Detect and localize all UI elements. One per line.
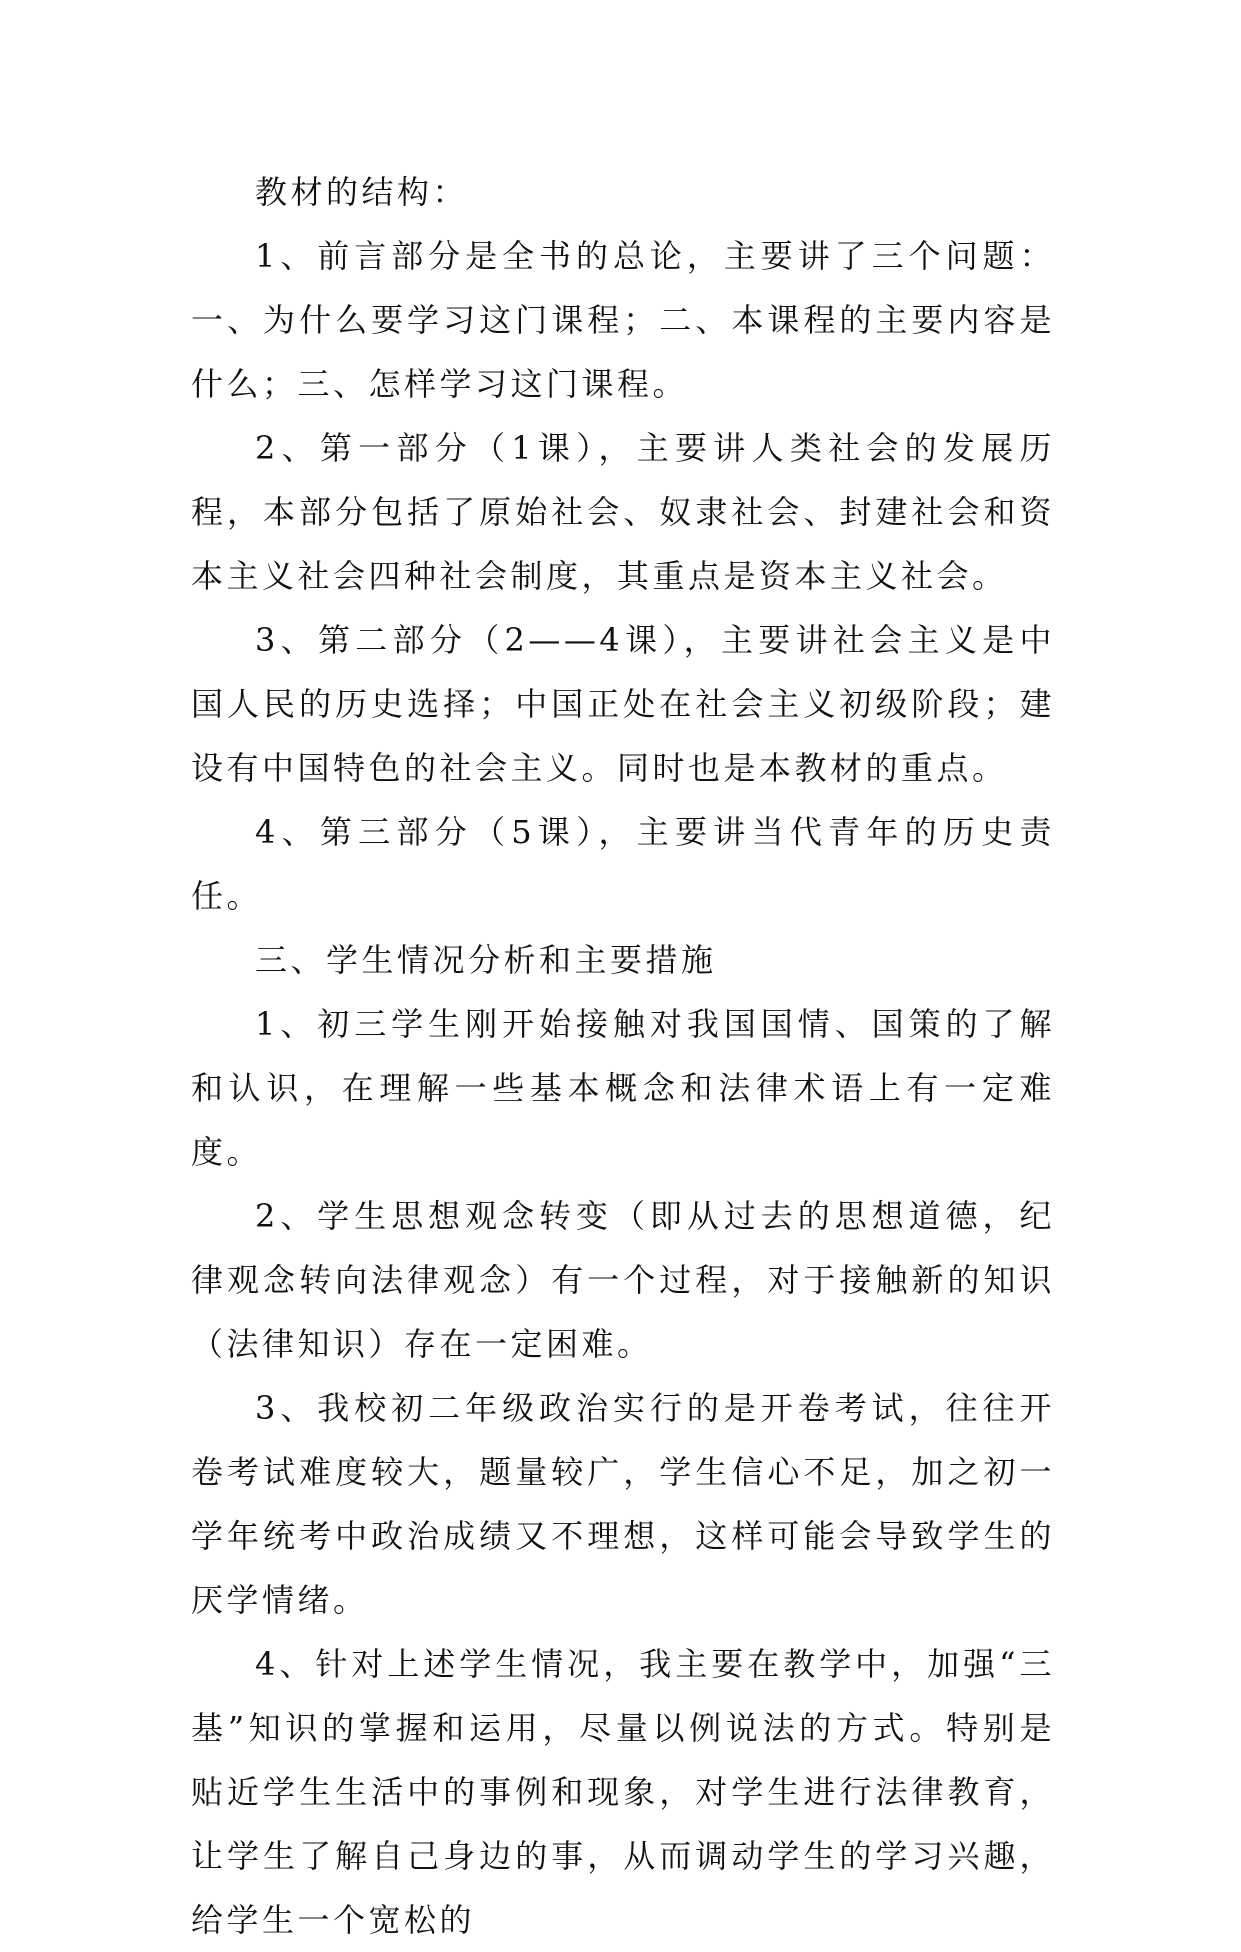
section-heading-student-analysis: 三、学生情况分析和主要措施: [255, 941, 717, 979]
section-heading-textbook-structure: 教材的结构：: [255, 173, 469, 211]
paragraph-analysis-3: 3、我校初二年级政治实行的是开卷考试，往往开卷考试难度较大，题量较广，学生信心不足，加之初一学年统考中政治成绩又不理想，这样可能会导致学生的厌学情绪。: [191, 1389, 1055, 1619]
paragraph-part-two: 3、第二部分（2——4课），主要讲社会主义是中国人民的历史选择；中国正处在社会主义初级阶段；建设有中国特色的社会主义。同时也是本教材的重点。: [191, 621, 1055, 787]
paragraph-analysis-4: 4、针对上述学生情况，我主要在教学中，加强“三基”知识的掌握和运用，尽量以例说法的方式。特别是贴近学生生活中的事例和现象，对学生进行法律教育，让学生了解自己身边的事，从而调动学生的学习兴趣，给学生一个宽松的: [191, 1645, 1055, 1939]
paragraph-part-one: 2、第一部分（1课），主要讲人类社会的发展历程，本部分包括了原始社会、奴隶社会、封建社会和资本主义社会四种社会制度，其重点是资本主义社会。: [191, 429, 1055, 595]
paragraph-analysis-1: 1、初三学生刚开始接触对我国国情、国策的了解和认识，在理解一些基本概念和法律术语上有一定难度。: [191, 1005, 1055, 1171]
document-page: [191, 160, 1055, 1952]
paragraph-preface: 1、前言部分是全书的总论，主要讲了三个问题：一、为什么要学习这门课程；二、本课程的主要内容是什么；三、怎样学习这门课程。: [191, 237, 1055, 403]
paragraph-analysis-2: 2、学生思想观念转变（即从过去的思想道德，纪律观念转向法律观念）有一个过程，对于接触新的知识（法律知识）存在一定困难。: [191, 1197, 1055, 1363]
paragraph-part-three: 4、第三部分（5课），主要讲当代青年的历史责任。: [191, 813, 1055, 915]
